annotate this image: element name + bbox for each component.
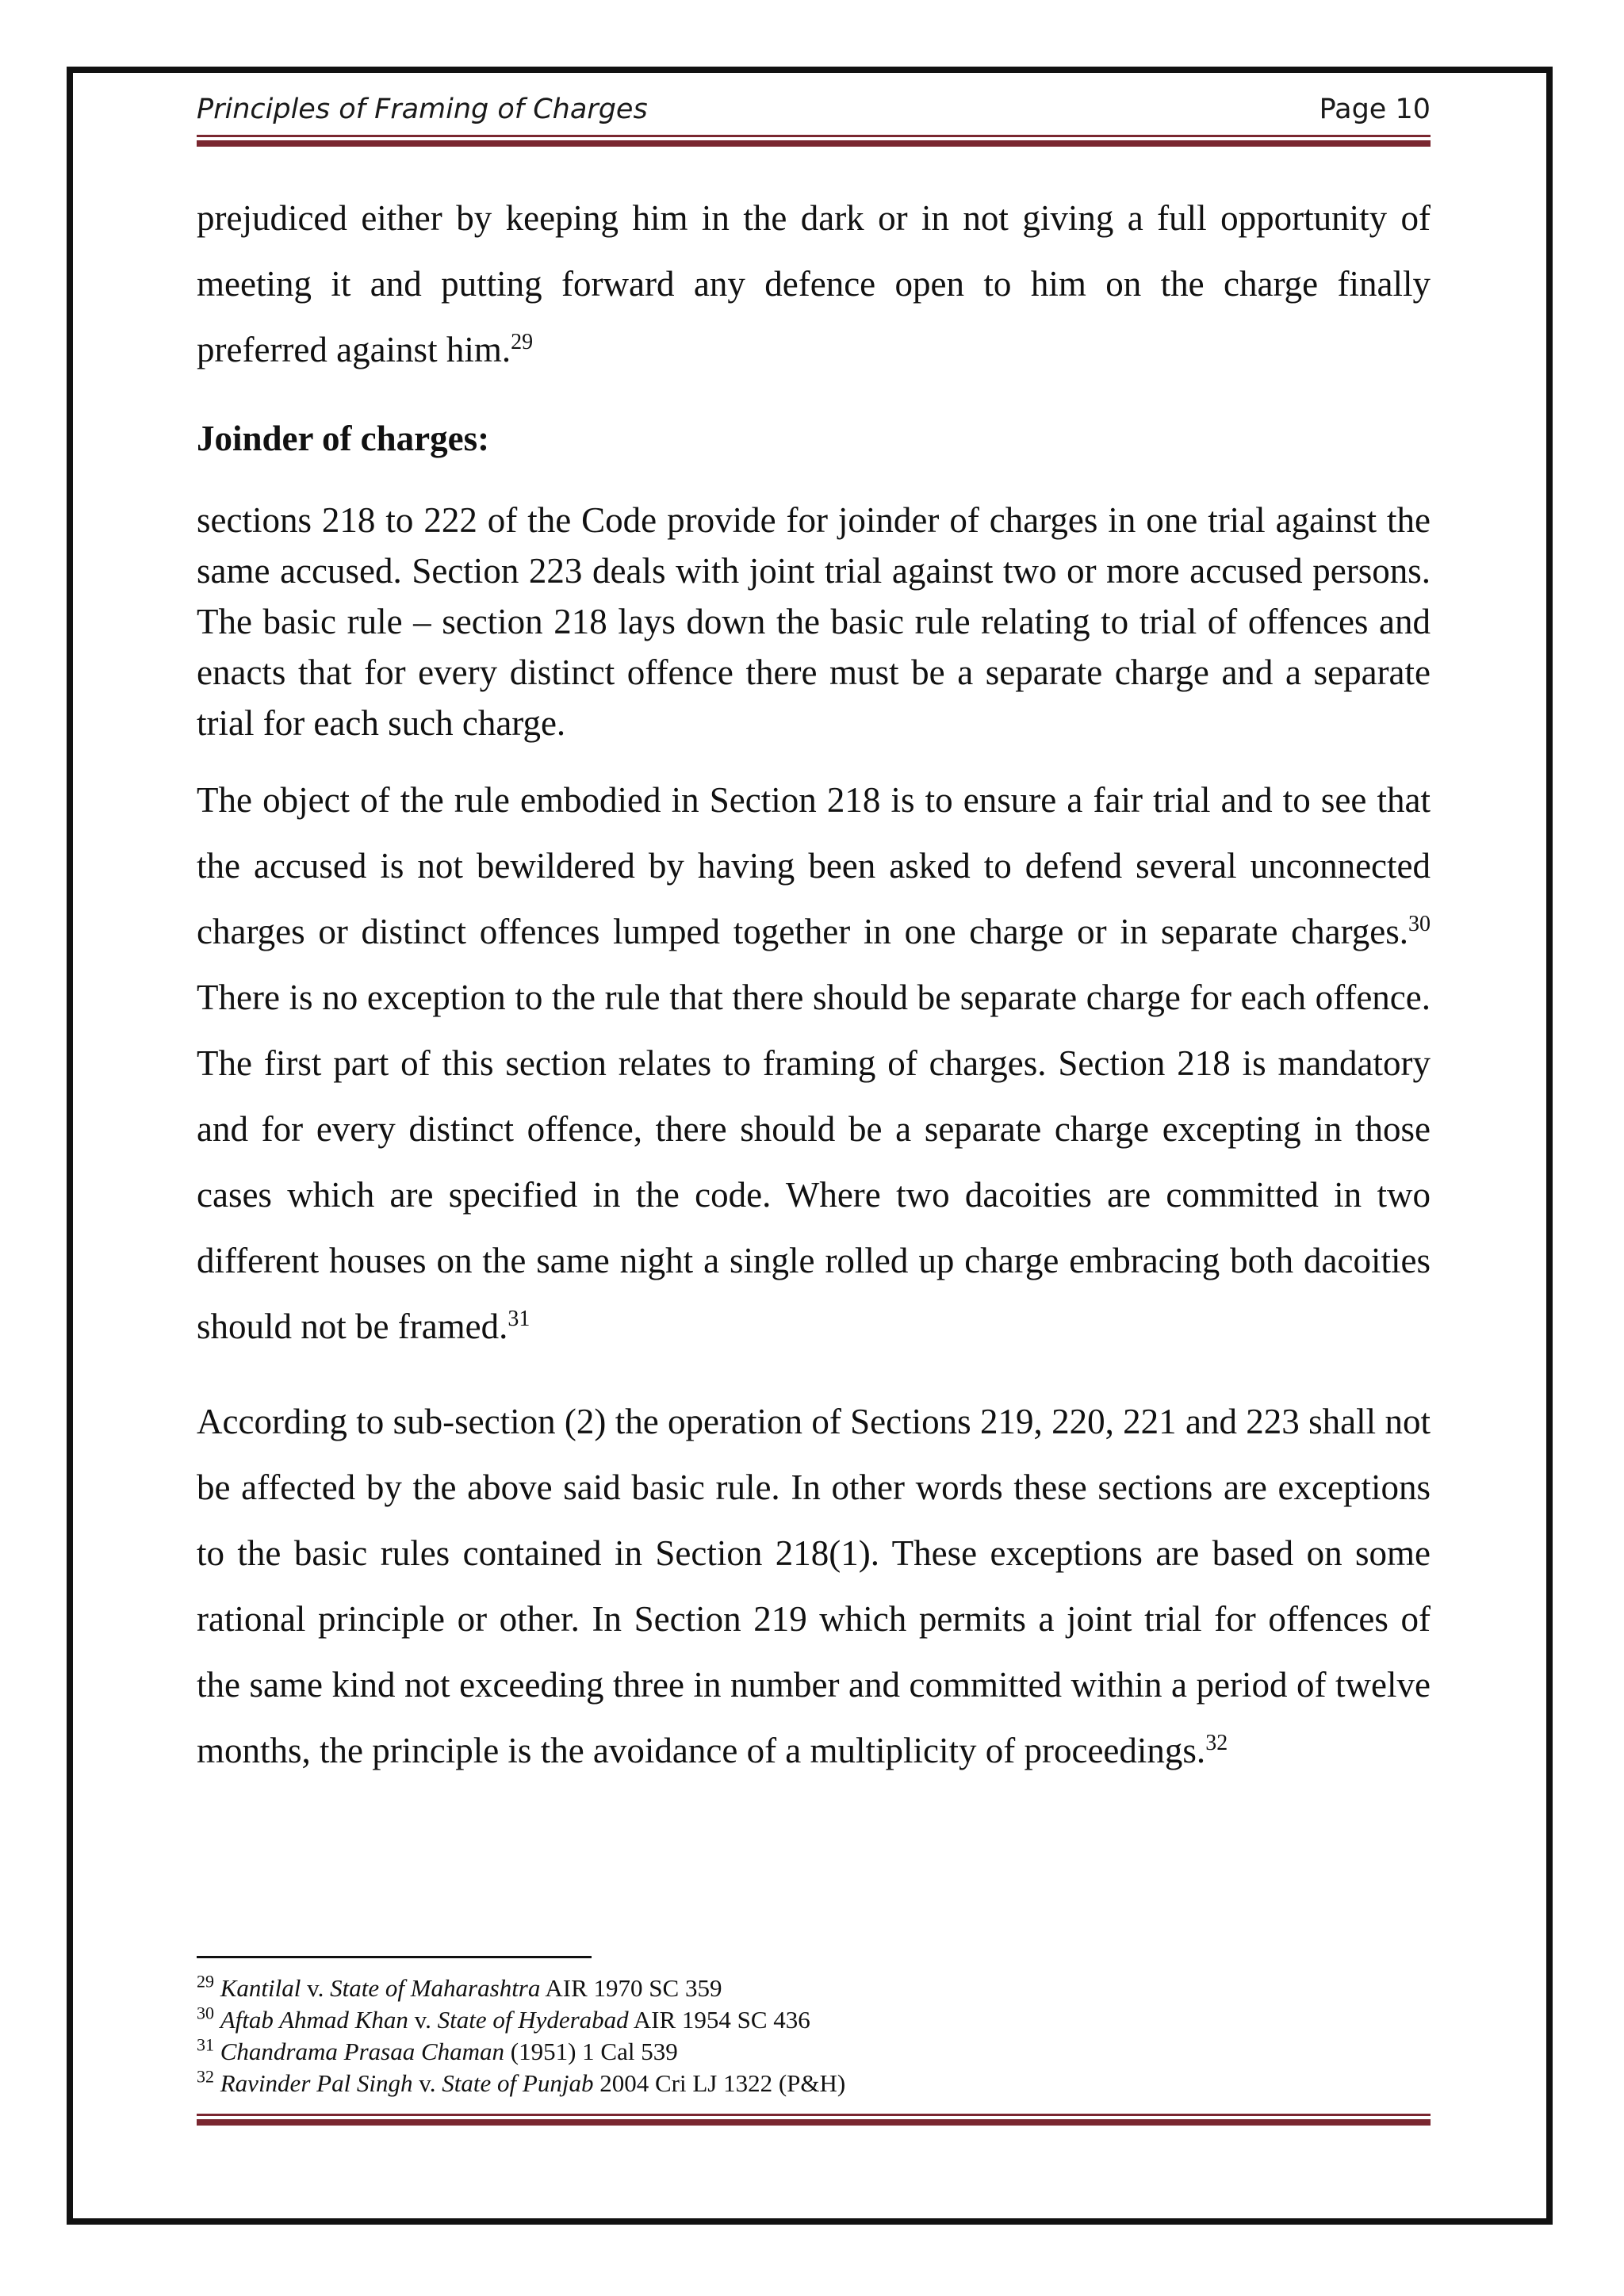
paragraph-2-text: sections 218 to 222 of the Code provide for joinder of charges in one trial against the same accused. Section 223 deals with joint trial against two or more accused persons. The basic rule – section 218 lays down the basic rule relating to trial of offences and enacts that for every distinct offence there must be a separate charge and a separate trial for each such charge. — [197, 500, 1431, 743]
paragraph-3-text-b: There is no exception to the rule that there should be separate charge for each offence. The first part of this section relates to framing of charges. Section 218 is mandatory and for every distinct offence, there should be a separate charge excepting in those cases which are specified in the code. Where two dacoities are committed in two different houses on the same night a single rolled up charge embracing both dacoities should not be framed. — [197, 978, 1431, 1346]
header-title: Principles of Framing of Charges — [197, 94, 648, 125]
footnote-separator — [197, 1956, 592, 1958]
section-heading: Joinder of charges: — [197, 419, 490, 458]
footnote-31: $^{31}$ Chandrama Prasaa Chaman (1951) 1 Cal 539 — [197, 2034, 678, 2065]
paragraph-3-text-a: The object of the rule embodied in Section 218 is to ensure a fair trial and to see that the accused is not bewildered by having been asked to defend several unconnected charges or distinct offences lumped together in one charge or in separate charges. — [197, 780, 1431, 951]
footnote-32: $^{32}$ Ravinder Pal Singh v. State of Punjab 2004 Cri LJ 1322 (P&H) — [197, 2066, 846, 2097]
footnotes — [197, 1973, 1307, 2099]
paragraph-4 — [197, 1389, 1431, 1784]
footnote-ref-31: 31 — [508, 1307, 530, 1331]
footnote-30: $^{30}$ Aftab Ahmad Khan v. State of Hyderabad AIR 1954 SC 436 — [197, 2003, 810, 2034]
page-number: Page 10 — [1319, 94, 1431, 125]
paragraph-3 — [197, 767, 1431, 1360]
footnote-29: $^{29}$ Kantilal v. State of Maharashtra AIR 1970 SC 359 — [197, 1971, 722, 2002]
footnote-ref-32: 32 — [1205, 1731, 1228, 1755]
paragraph-1 — [197, 186, 1431, 383]
footnote-ref-29: 29 — [511, 330, 534, 354]
paragraph-1-text: prejudiced either by keeping him in the dark or in not giving a full opportunity of meeting it and putting forward any defence open to him on the charge finally preferred against him. — [197, 198, 1431, 369]
footnote-ref-30: 30 — [1408, 912, 1431, 936]
header-rule — [197, 135, 1431, 147]
paragraph-2 — [197, 495, 1431, 748]
paragraph-4-text: According to sub-section (2) the operation of Sections 219, 220, 221 and 223 shall not be affected by the above said basic rule. In other words these sections are exceptions to the basic rules contained in Section 218(1). These exceptions are based on some rational principle or other. In Section 219 which permits a joint trial for offences of the same kind not exceeding three in number and committed within a period of twelve months, the principle is the avoidance of a multiplicity of proceedings. — [197, 1402, 1431, 1770]
footer-rule — [197, 2114, 1431, 2126]
page-header — [197, 94, 1431, 133]
